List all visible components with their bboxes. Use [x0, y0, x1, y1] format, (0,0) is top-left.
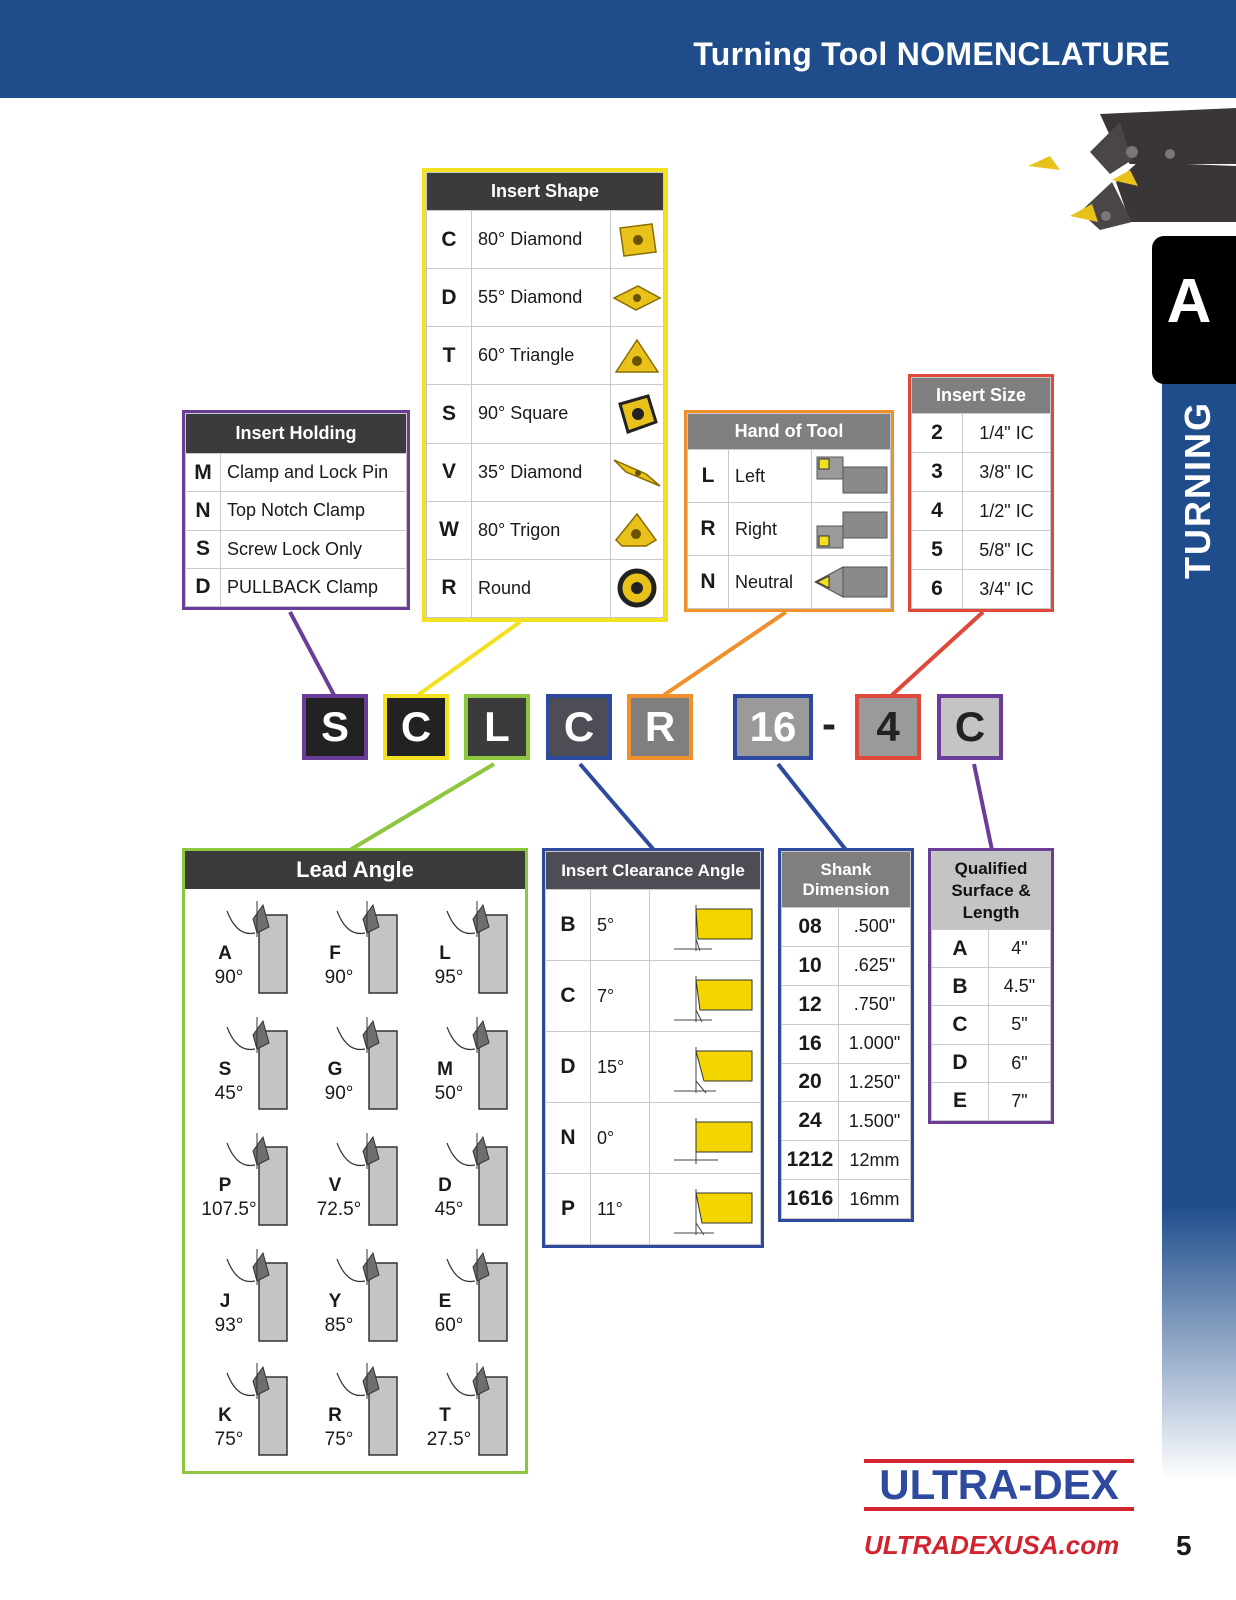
lead-angle-value: 75°: [214, 1429, 244, 1450]
table-row: D PULLBACK Clamp: [186, 568, 407, 606]
table-row: B 4.5": [932, 968, 1051, 1006]
lead-angle-item: [307, 897, 417, 1012]
clearance-angle-title: Insert Clearance Angle: [546, 852, 761, 890]
table-row: T 60° Triangle: [427, 327, 664, 385]
code-dash: -: [822, 700, 836, 747]
page-number: 5: [1176, 1530, 1192, 1561]
lead-angle-item: [417, 1359, 527, 1474]
lead-angle-code: A: [218, 943, 232, 964]
page-title: Turning Tool NOMENCLATURE: [693, 36, 1170, 72]
table-row: N Neutral: [688, 556, 891, 609]
table-row: N 0°: [546, 1103, 761, 1174]
clearance-0-icon: [650, 1108, 760, 1168]
section-letter: A: [1166, 267, 1212, 336]
diamond-80-insert-icon: [614, 220, 660, 260]
lead-angle-value: 45°: [434, 1199, 464, 1220]
code-tile-qualified-surface: C: [937, 694, 1003, 760]
lead-angle-code: D: [438, 1175, 452, 1196]
hand-of-tool-table: [684, 410, 894, 612]
table-row: 5 5/8" IC: [912, 531, 1051, 570]
lead-angle-value: 90°: [214, 967, 244, 988]
lead-angle-item: [197, 1245, 307, 1360]
table-row: E 7": [932, 1082, 1051, 1120]
lead-angle-item: [307, 1359, 417, 1474]
lead-angle-value: 90°: [324, 1083, 354, 1104]
lead-angle-code: K: [218, 1405, 232, 1426]
diamond-55-insert-icon: [612, 278, 662, 318]
shank-dimension-table: [778, 848, 914, 1222]
table-row: C 5": [932, 1006, 1051, 1044]
lead-angle-code: R: [328, 1405, 342, 1426]
triangle-insert-icon: [614, 336, 660, 376]
code-tile-hand-of-tool: R: [627, 694, 693, 760]
neutral-tool-icon: [813, 561, 889, 603]
lead-angle-code: S: [218, 1059, 232, 1080]
lead-angle-item: [417, 1013, 527, 1128]
table-row: 10 .625": [782, 946, 911, 985]
lead-angle-item: [197, 897, 307, 1012]
lead-angle-value: 90°: [324, 967, 354, 988]
lead-angle-value: 75°: [324, 1429, 354, 1450]
round-insert-icon: [614, 568, 660, 608]
lead-angle-code: Y: [328, 1291, 342, 1312]
lead-angle-code: L: [439, 943, 451, 964]
clearance-5-icon: [650, 895, 760, 955]
clearance-11-icon: [650, 1179, 760, 1239]
table-row: 3 3/8" IC: [912, 453, 1051, 492]
table-row: 08 .500": [782, 908, 911, 947]
table-row: M Clamp and Lock Pin: [186, 454, 407, 492]
lead-angle-code: F: [329, 943, 341, 964]
lead-angle-item: [307, 1129, 417, 1244]
insert-holding-title: Insert Holding: [186, 414, 407, 454]
lead-angle-value: 95°: [434, 967, 464, 988]
website-url[interactable]: ULTRADEXUSA.com: [864, 1530, 1120, 1560]
table-row: A 4": [932, 930, 1051, 968]
lead-angle-value: 107.5°: [201, 1199, 257, 1220]
square-insert-icon: [614, 394, 660, 434]
table-row: B 5°: [546, 890, 761, 961]
lead-angle-title: Lead Angle: [185, 851, 525, 889]
table-row: 20 1.250": [782, 1063, 911, 1102]
lead-angle-item: [197, 1013, 307, 1128]
lead-angle-code: P: [218, 1175, 232, 1196]
lead-angle-code: G: [327, 1059, 343, 1080]
table-row: S Screw Lock Only: [186, 530, 407, 568]
table-row: 1212 12mm: [782, 1141, 911, 1180]
lead-angle-code: T: [439, 1405, 451, 1426]
table-row: 16 1.000": [782, 1024, 911, 1063]
table-row: S 90° Square: [427, 385, 664, 443]
insert-holding-table: [182, 410, 410, 610]
clearance-angle-table: [542, 848, 764, 1248]
section-label: TURNING: [1177, 401, 1218, 579]
table-row: V 35° Diamond: [427, 443, 664, 501]
lead-angle-grid: [185, 889, 525, 1469]
clearance-7-icon: [650, 966, 760, 1026]
insert-size-title: Insert Size: [912, 378, 1051, 414]
table-row: 2 1/4" IC: [912, 414, 1051, 453]
code-tile-clearance-angle: C: [546, 694, 612, 760]
right-hand-tool-icon: [813, 508, 889, 550]
svg-text:ULTRA-DEX: ULTRA-DEX: [879, 1461, 1119, 1508]
lead-angle-code: M: [437, 1059, 453, 1080]
table-row: C 80° Diamond: [427, 211, 664, 269]
lead-angle-item: [197, 1129, 307, 1244]
lead-angle-value: 60°: [434, 1315, 464, 1336]
lead-angle-item: [417, 1245, 527, 1360]
code-tile-lead-angle: L: [464, 694, 530, 760]
qualified-surface-table: [928, 848, 1054, 1124]
diamond-35-insert-icon: [612, 452, 662, 492]
insert-shape-table: [422, 168, 668, 622]
lead-angle-item: [417, 897, 527, 1012]
table-row: 12 .750": [782, 985, 911, 1024]
lead-angle-item: [197, 1359, 307, 1474]
lead-angle-value: 72.5°: [316, 1199, 362, 1220]
table-row: 6 3/4" IC: [912, 570, 1051, 609]
insert-shape-title: Insert Shape: [427, 173, 664, 211]
table-row: D 6": [932, 1044, 1051, 1082]
lead-angle-code: J: [219, 1291, 231, 1312]
lead-angle-item: [307, 1013, 417, 1128]
lead-angle-value: 85°: [324, 1315, 354, 1336]
table-row: P 11°: [546, 1174, 761, 1245]
table-row: D 55° Diamond: [427, 269, 664, 327]
lead-angle-item: [307, 1245, 417, 1360]
table-row: R Round: [427, 559, 664, 617]
table-row: D 15°: [546, 1032, 761, 1103]
trigon-insert-icon: [614, 510, 660, 550]
table-row: W 80° Trigon: [427, 501, 664, 559]
code-tile-insert-shape: C: [383, 694, 449, 760]
table-row: 24 1.500": [782, 1102, 911, 1141]
code-tile-insert-holding: S: [302, 694, 368, 760]
lead-angle-value: 93°: [214, 1315, 244, 1336]
clearance-15-icon: [650, 1037, 760, 1097]
table-row: L Left: [688, 450, 891, 503]
table-row: R Right: [688, 503, 891, 556]
left-hand-tool-icon: [813, 455, 889, 497]
lead-angle-code: V: [328, 1175, 342, 1196]
table-row: N Top Notch Clamp: [186, 492, 407, 530]
lead-angle-value: 27.5°: [426, 1429, 472, 1450]
lead-angle-code: E: [438, 1291, 452, 1312]
shank-dimension-title: Shank Dimension: [782, 852, 911, 908]
lead-angle-item: [417, 1129, 527, 1244]
table-row: 4 1/2" IC: [912, 492, 1051, 531]
hand-of-tool-title: Hand of Tool: [688, 414, 891, 450]
qualified-surface-title: Qualified Surface & Length: [932, 852, 1051, 930]
code-tile-insert-size: 4: [855, 694, 921, 760]
lead-angle-panel: [182, 848, 528, 1474]
table-row: 1616 16mm: [782, 1180, 911, 1219]
lead-angle-value: 50°: [434, 1083, 464, 1104]
lead-angle-value: 45°: [214, 1083, 244, 1104]
ultradex-logo: [864, 1455, 1134, 1515]
insert-size-table: [908, 374, 1054, 612]
code-tile-shank-dimension: 16: [733, 694, 813, 760]
table-row: C 7°: [546, 961, 761, 1032]
